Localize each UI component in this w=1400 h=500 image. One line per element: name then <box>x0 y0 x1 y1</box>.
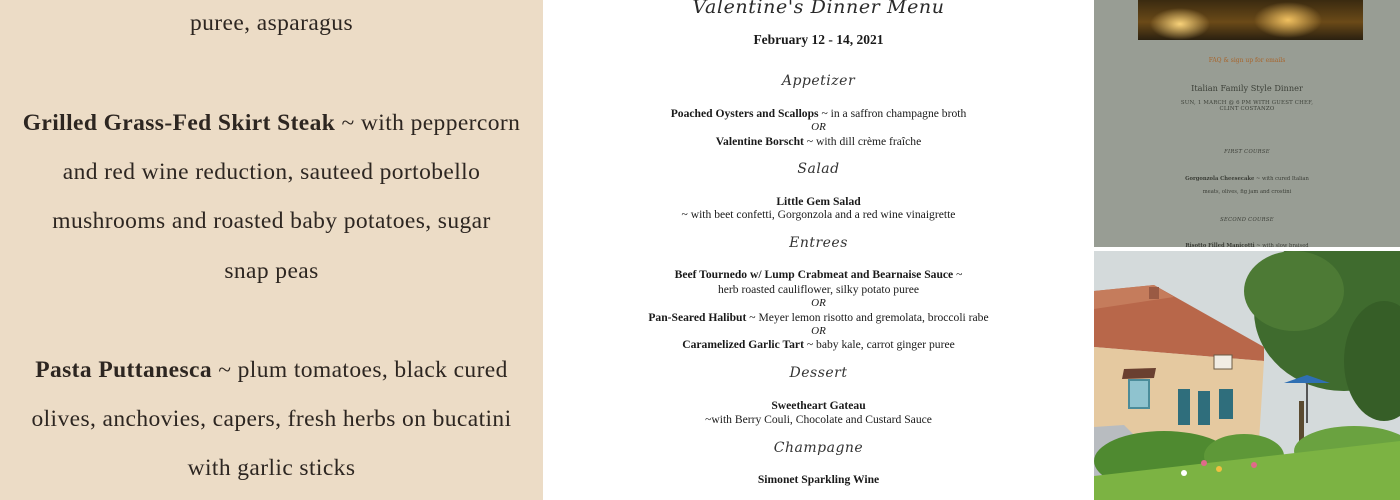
item-name: Pan-Seared Halibut <box>648 311 747 324</box>
appetizer-item <box>543 135 1094 148</box>
or-divider: OR <box>811 121 826 133</box>
left-menu-panel <box>0 0 543 500</box>
or-divider: OR <box>811 325 826 337</box>
second-course-heading: SECOND COURSE <box>1220 217 1274 223</box>
newsletter-panel <box>1094 0 1400 247</box>
pasta-line <box>0 357 543 384</box>
champagne-heading: Champagne <box>773 440 864 456</box>
valentine-menu-panel <box>543 0 1094 500</box>
menu-text-line: and red wine reduction, sauteed portobello <box>62 159 481 185</box>
steak-line <box>0 110 543 137</box>
item-name: Little Gem Salad <box>776 195 861 208</box>
course-desc: meats, olives, fig jam and crostini <box>1202 189 1292 195</box>
entrees-heading: Entrees <box>789 235 848 251</box>
menu-text-line: puree, asparagus <box>190 10 353 36</box>
item-name: Risotto Filled Manicotti <box>1185 243 1255 247</box>
salad-desc: ~ with beet confetti, Gorgonzola and a red wine vinaigrette <box>681 208 956 221</box>
event-title: Italian Family Style Dinner <box>1191 83 1303 93</box>
first-course-heading: FIRST COURSE <box>1224 149 1270 155</box>
menu-dates: February 12 - 14, 2021 <box>753 32 884 47</box>
entree-item <box>543 311 1094 324</box>
appetizer-heading: Appetizer <box>781 73 856 89</box>
item-name: Beef Tournedo w/ Lump Crabmeat and Bearnaise Sauce <box>674 268 954 281</box>
item-name: Simonet Sparkling Wine <box>757 473 880 486</box>
menu-text-line: olives, anchovies, capers, fresh herbs on bucatini <box>31 406 512 432</box>
item-desc: ~ <box>953 268 963 281</box>
menu-text-line: mushrooms and roasted baby potatoes, sugar <box>52 208 491 234</box>
steak-name: Grilled Grass-Fed Skirt Steak <box>22 110 336 136</box>
event-date: SUN, 1 MARCH @ 6 PM WITH GUEST CHEF, <box>1180 100 1314 106</box>
appetizer-item <box>543 107 1094 120</box>
or-divider: OR <box>811 297 826 309</box>
item-desc: ~ with dill crème fraîche <box>803 135 922 148</box>
pasta-name: Pasta Puttanesca <box>35 357 212 383</box>
item-desc: ~ with slow braised <box>1254 243 1309 247</box>
champagne-item <box>543 473 1094 486</box>
item-desc: ~ with cured Italian <box>1254 176 1309 182</box>
entree-item <box>543 268 1094 281</box>
salad-item <box>543 195 1094 208</box>
steak-desc: ~ with peppercorn <box>335 110 521 136</box>
dessert-heading: Dessert <box>789 365 848 381</box>
dessert-item <box>543 399 1094 412</box>
entree-item <box>543 338 1094 351</box>
event-chef: CLINT COSTANZO <box>1219 106 1275 112</box>
item-name: Poached Oysters and Scallops <box>670 107 819 120</box>
item-name: Gorgonzola Cheesecake <box>1185 176 1255 182</box>
cottage-illustration <box>1094 251 1400 500</box>
menu-text-line: snap peas <box>224 258 319 284</box>
restaurant-night-photo <box>1138 0 1363 40</box>
entree-desc: herb roasted cauliflower, silky potato puree <box>717 283 920 296</box>
item-name: Sweetheart Gateau <box>771 399 866 412</box>
item-name: Valentine Borscht <box>715 135 804 148</box>
salad-heading: Salad <box>797 161 840 177</box>
item-name: Caramelized Garlic Tart <box>682 338 804 351</box>
item-desc: ~ baby kale, carrot ginger puree <box>803 338 955 351</box>
menu-title: Valentine's Dinner Menu <box>692 0 945 18</box>
restaurant-exterior-photo <box>1094 251 1400 500</box>
menu-text-line: with garlic sticks <box>187 455 356 481</box>
item-desc: ~ in a saffron champagne broth <box>818 107 967 120</box>
faq-signup-link[interactable]: FAQ & sign up for emails <box>1208 57 1286 64</box>
dessert-desc: ~with Berry Couli, Chocolate and Custard Sauce <box>705 413 932 426</box>
item-desc: ~ Meyer lemon risotto and gremolata, broccoli rabe <box>746 311 989 324</box>
pasta-desc: ~ plum tomatoes, black cured <box>211 357 508 383</box>
course-item <box>1094 176 1400 182</box>
